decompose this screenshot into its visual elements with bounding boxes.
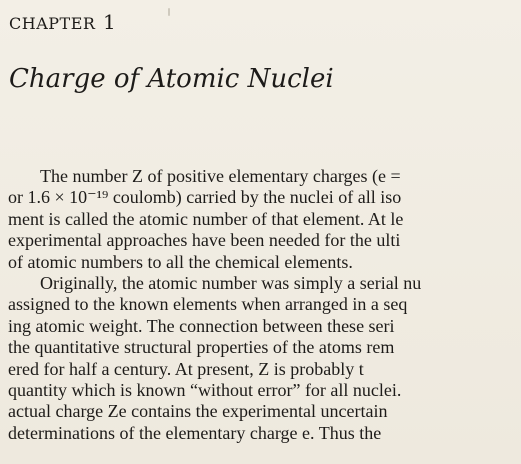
body-line: actual charge Ze contains the experimental uncertain (8, 401, 388, 422)
body-line: Originally, the atomic number was simply a serial nu (40, 273, 422, 294)
body-line: or 1.6 × 10⁻¹⁹ coulomb) carried by the nuclei of all iso (8, 187, 402, 208)
chapter-number: 1 (103, 10, 117, 34)
paper-speck (168, 8, 170, 16)
body-line: determinations of the elementary charge e. Thus the (8, 422, 382, 443)
body-line: experimental approaches have been needed for the ulti (8, 230, 401, 251)
body-text (8, 166, 521, 444)
chapter-title: Charge of Atomic Nuclei (9, 64, 334, 94)
body-line: the quantitative structural properties of the atoms rem (8, 337, 395, 358)
chapter-word: CHAPTER (9, 14, 96, 33)
body-line: assigned to the known elements when arranged in a seq (8, 294, 408, 315)
body-line: of atomic numbers to all the chemical elements. (8, 251, 353, 272)
body-line: ing atomic weight. The connection between these seri (8, 315, 395, 336)
body-line: ered for half a century. At present, Z is probably t (8, 358, 364, 379)
body-line: ment is called the atomic number of that element. At le (8, 208, 404, 229)
chapter-label (9, 10, 116, 34)
body-line: The number Z of positive elementary charges (e = (40, 166, 401, 186)
body-line: quantity which is known “without error” for all nuclei. (8, 380, 402, 401)
